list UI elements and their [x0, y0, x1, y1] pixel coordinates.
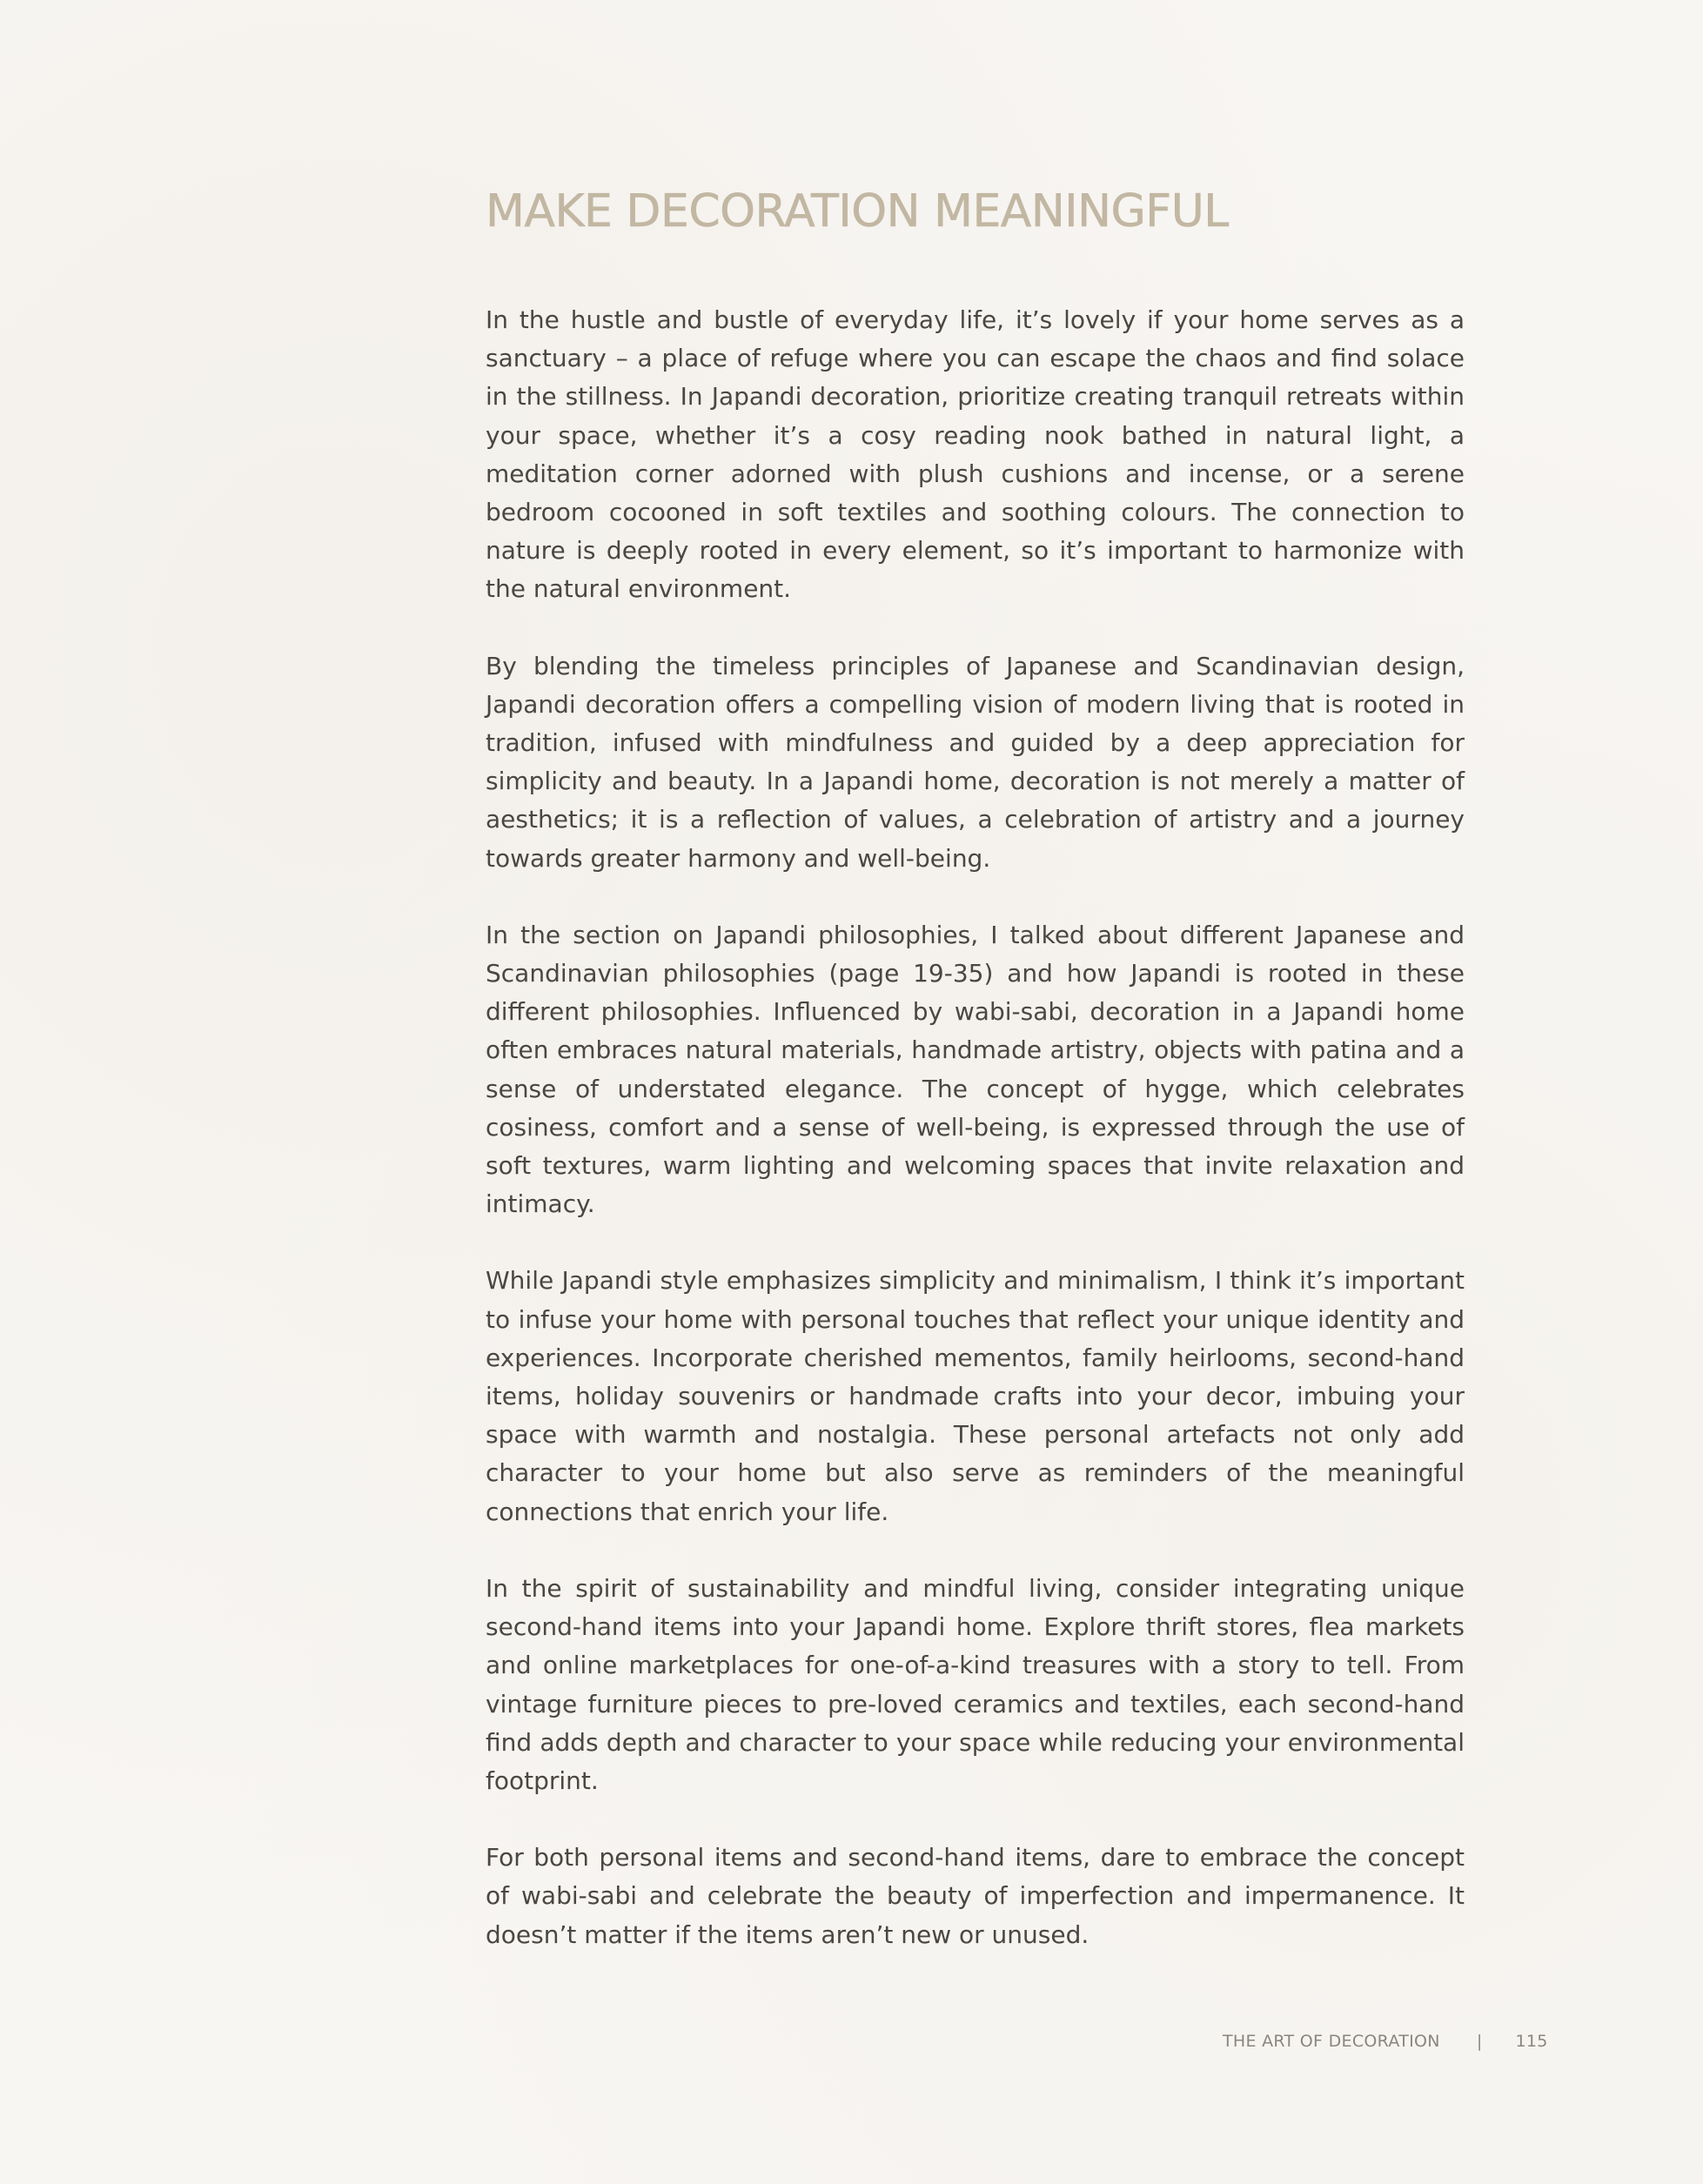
- paragraph-6: For both personal items and second-hand items, dare to embrace the concept of wabi-sabi and celebrate the beauty of imperfection and impermanence. It doesn’t matter if the items aren’t new or unused.: [486, 1843, 1465, 1949]
- paragraph-3: In the section on Japandi philosophies, I talked about different Japanese and Scandinavian philosophies (page 19-35) and how Japandi is rooted in these different philosophies. Influenced by wabi-sabi, decoration in a Japandi home often embraces natural materials, handmade artistry, objects with patina and a sense of understated elegance. The concept of hygge, which celebrates cosiness, comfort and a sense of well-being, is expressed through the use of soft textures, warm lighting and welcoming spaces that invite relaxation and intimacy.: [486, 920, 1465, 1219]
- body-text: [486, 301, 1465, 1954]
- footer-section-name: THE ART OF DECORATION: [1223, 2032, 1440, 2051]
- page-title: MAKE DECORATION MEANINGFUL: [486, 185, 1229, 238]
- footer-separator: |: [1476, 2032, 1483, 2051]
- page-content: [486, 184, 1465, 1993]
- paragraph-4: While Japandi style emphasizes simplicity and minimalism, I think it’s important to infuse your home with personal touches that reflect your unique identity and experiences. Incorporate cherished mementos, family heirlooms, second-hand items, holiday souvenirs or handmade crafts into your decor, imbuing your space with warmth and nostalgia. These personal artefacts not only add character to your home but also serve as reminders of the meaningful connections that enrich your life.: [486, 1266, 1465, 1526]
- paragraph-5: In the spirit of sustainability and mindful living, consider integrating unique second-hand items into your Japandi home. Explore thrift stores, flea markets and online marketplaces for one-of-a-kind treasures with a story to tell. From vintage furniture pieces to pre-loved ceramics and textiles, each second-hand find adds depth and character to your space while reducing your environmental footprint.: [486, 1573, 1465, 1795]
- page-number: 115: [1515, 2032, 1548, 2051]
- paragraph-2: By blending the timeless principles of Japanese and Scandinavian design, Japandi decoration offers a compelling vision of modern living that is rooted in tradition, infused with mindfulness and guided by a deep appreciation for simplicity and beauty. In a Japandi home, decoration is not merely a matter of aesthetics; it is a reflection of values, a celebration of artistry and a journey towards greater harmony and well-being.: [486, 651, 1465, 873]
- page-footer: [1223, 2031, 1548, 2052]
- paragraph-1: In the hustle and bustle of everyday life, it’s lovely if your home serves as a sanctuary – a place of refuge where you can escape the chaos and find solace in the stillness. In Japandi decoration, prioritize creating tranquil retreats within your space, whether it’s a cosy reading nook bathed in natural light, a meditation corner adorned with plush cushions and incense, or a serene bedroom cocooned in soft textiles and soothing colours. The connection to nature is deeply rooted in every element, so it’s important to harmonize with the natural environment.: [486, 305, 1465, 604]
